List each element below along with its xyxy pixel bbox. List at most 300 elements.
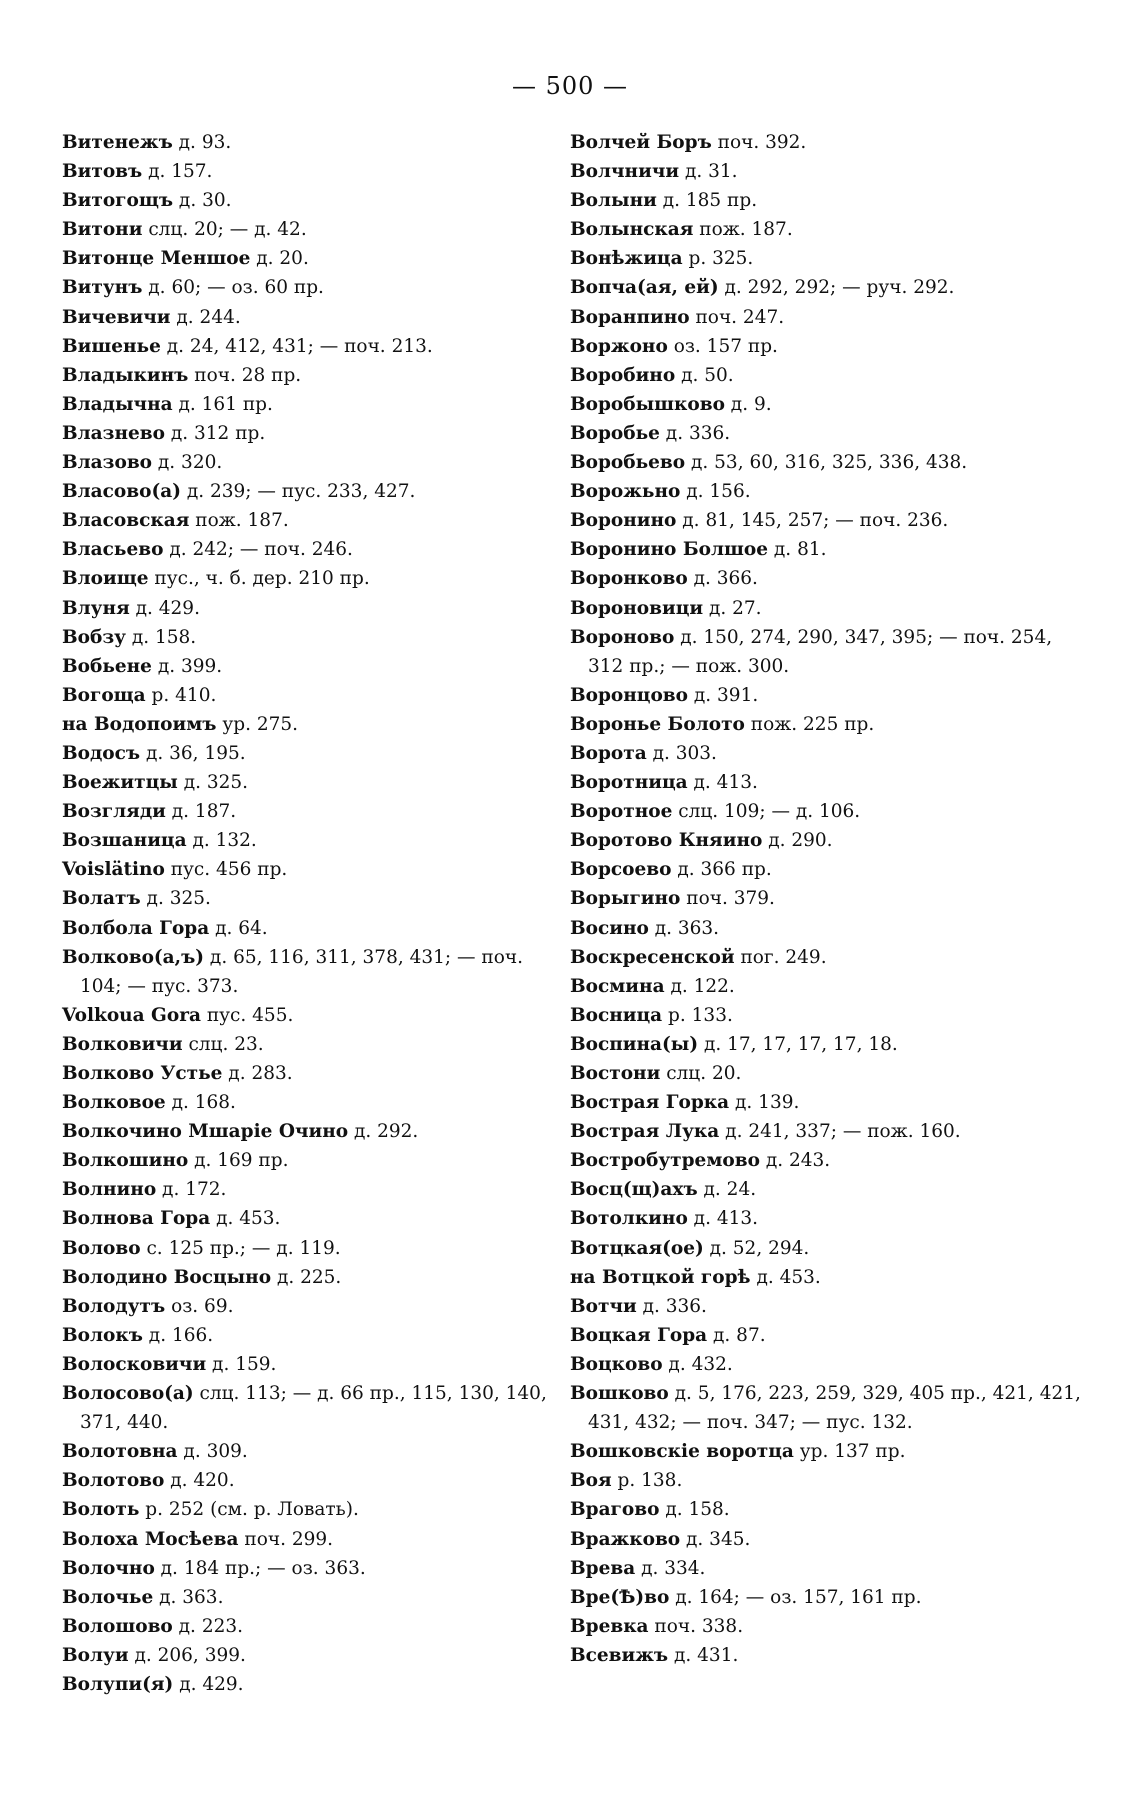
index-entry (570, 1234, 1090, 1263)
entry-references: д. 431. (668, 1644, 739, 1666)
entry-references: д. 241, 337; — пож. 160. (719, 1121, 961, 1143)
entry-headword: Ворсоево (570, 859, 672, 881)
index-entry (62, 855, 550, 884)
index-entry (62, 797, 550, 826)
entry-references: д. 292. (348, 1121, 419, 1143)
page-number: — 500 — (511, 72, 629, 100)
index-entry (62, 768, 550, 797)
entry-references: д. 413. (687, 1208, 759, 1230)
entry-references: д. 52, 294. (703, 1237, 810, 1259)
index-entry (62, 1350, 550, 1379)
entry-headword: Володино Восцыно (62, 1266, 272, 1288)
entry-headword: Волуи (62, 1644, 129, 1666)
index-entry (570, 419, 1090, 448)
entry-headword: Возшаница (62, 830, 187, 852)
entry-headword: Volkoua Gora (62, 1004, 201, 1026)
entry-headword: Власово(а) (62, 481, 181, 503)
entry-headword: Воробье (570, 422, 660, 444)
index-entry (62, 477, 550, 506)
entry-references: д. 336. (659, 422, 731, 444)
index-entry (570, 855, 1090, 884)
index-entry (570, 273, 1090, 302)
entry-references: д. 432. (662, 1353, 733, 1375)
entry-references: д. 309. (177, 1441, 248, 1463)
entry-headword: Воранпино (570, 306, 690, 328)
entry-headword: Волковое (62, 1092, 166, 1114)
entry-references: д. 366 пр. (671, 859, 772, 881)
entry-references: р. 252 (см. р. Ловать). (139, 1499, 359, 1521)
entry-references: д. 161 пр. (172, 393, 273, 415)
entry-references: д. 60; — оз. 60 пр. (142, 277, 324, 299)
index-entry (62, 128, 550, 157)
entry-headword: на Вотцкой горѣ (570, 1266, 751, 1288)
entry-references: д. 391. (688, 684, 759, 706)
index-entry (62, 914, 550, 943)
entry-references: д. 334. (635, 1557, 706, 1579)
entry-headword: Вревка (570, 1615, 649, 1637)
entry-headword: Воцково (570, 1353, 663, 1375)
index-entry (62, 419, 550, 448)
index-entry (570, 215, 1090, 244)
index-entry (570, 1554, 1090, 1583)
entry-references: р. 325. (682, 248, 754, 270)
entry-headword: Воронцово (570, 684, 688, 706)
index-entry (62, 186, 550, 215)
left-column (62, 128, 550, 1699)
entry-references: д. 184 пр.; — оз. 363. (154, 1557, 366, 1579)
index-entry (570, 1292, 1090, 1321)
entry-headword: Волотовна (62, 1441, 178, 1463)
entry-references: д. 139. (729, 1092, 800, 1114)
entry-headword: Воробьево (570, 452, 686, 474)
entry-references: д. 206, 399. (128, 1644, 246, 1666)
entry-headword: Влазнево (62, 422, 165, 444)
entry-references: д. 17, 17, 17, 17, 18. (698, 1033, 898, 1055)
entry-references: д. 50. (675, 364, 734, 386)
index-entry (570, 768, 1090, 797)
index-entry (62, 623, 550, 652)
entry-headword: Волосковичи (62, 1353, 207, 1375)
entry-references: д. 159. (206, 1353, 277, 1375)
entry-references: д. 223. (172, 1615, 244, 1637)
index-entry (62, 710, 550, 739)
entry-headword: Voislätino (62, 859, 165, 881)
index-entry (62, 1175, 550, 1204)
entry-headword: Волынская (570, 219, 694, 241)
entry-headword: Воротово Княино (570, 830, 763, 852)
entry-references: поч. 338. (648, 1615, 744, 1637)
index-entry (570, 1641, 1090, 1670)
entry-references: д. 312 пр. (164, 422, 266, 444)
index-entry (62, 1466, 550, 1495)
entry-references: пож. 187. (189, 510, 289, 532)
index-entry (62, 332, 550, 361)
index-entry (62, 1525, 550, 1554)
entry-headword: Витенежъ (62, 132, 173, 153)
entry-references: д. 320. (152, 452, 223, 474)
entry-headword: Вре(Ѣ)во (570, 1586, 670, 1608)
entry-references: ур. 137 пр. (793, 1441, 906, 1463)
index-entry (570, 1612, 1090, 1641)
entry-headword: Волыни (570, 190, 657, 212)
entry-headword: Воробышково (570, 393, 725, 415)
index-entry (570, 477, 1090, 506)
index-entry (570, 739, 1090, 768)
entry-references: д. 453. (210, 1208, 281, 1230)
index-entry (570, 943, 1090, 972)
entry-references: поч. 28 пр. (188, 364, 302, 386)
index-entry (570, 1583, 1090, 1612)
index-entry (62, 303, 550, 332)
index-entry (62, 652, 550, 681)
entry-references: пож. 225 пр. (744, 713, 875, 735)
entry-headword: Волкошино (62, 1150, 189, 1172)
entry-headword: Витони (62, 219, 143, 241)
entry-references: поч. 379. (680, 888, 775, 910)
index-entry (62, 739, 550, 768)
entry-headword: на Водопоимъ (62, 713, 217, 735)
entry-headword: Ворожьно (570, 481, 681, 503)
entry-headword: Владычна (62, 393, 173, 415)
entry-headword: Волочно (62, 1557, 155, 1579)
entry-headword: Волнино (62, 1179, 157, 1201)
index-entry (62, 1670, 550, 1699)
entry-references: д. 363. (153, 1586, 224, 1608)
index-entry (570, 1350, 1090, 1379)
entry-references: д. 64. (209, 917, 268, 939)
entry-headword: Влазово (62, 452, 153, 474)
entry-references: д. 132. (186, 830, 257, 852)
entry-headword: Восц(щ)ахъ (570, 1179, 698, 1201)
entry-headword: Вишенье (62, 335, 161, 357)
entry-references: д. 244. (170, 306, 241, 328)
entry-references: д. 172. (156, 1179, 227, 1201)
entry-headword: Воржоно (570, 335, 668, 357)
index-entry (570, 448, 1090, 477)
entry-references: д. 53, 60, 316, 325, 336, 438. (685, 452, 968, 474)
entry-references: д. 413. (687, 772, 758, 794)
index-entry (570, 1321, 1090, 1350)
entry-references: слц. 20. (660, 1063, 742, 1084)
entry-headword: Врева (570, 1557, 636, 1579)
entry-references: д. 93. (172, 132, 232, 153)
entry-headword: Власьево (62, 539, 164, 561)
entry-headword: Водосъ (62, 742, 141, 764)
index-entry (62, 884, 550, 913)
entry-references: поч. 299. (238, 1528, 334, 1550)
index-entry (570, 1379, 1090, 1437)
entry-references: д. 225. (271, 1266, 342, 1288)
index-entry (570, 303, 1090, 332)
entry-references: пож. 187. (693, 219, 793, 241)
entry-references: оз. 69. (165, 1295, 234, 1317)
entry-headword: Волоха Мосѣева (62, 1528, 239, 1550)
entry-headword: Вошковскіе воротца (570, 1441, 794, 1463)
index-entry (570, 826, 1090, 855)
index-entry (62, 681, 550, 710)
entry-headword: Володутъ (62, 1295, 166, 1317)
index-entry (62, 564, 550, 593)
entry-headword: Волосово(а) (62, 1383, 194, 1405)
entry-headword: Вогоща (62, 684, 146, 706)
entry-references: д. 9. (724, 393, 772, 415)
entry-references: д. 156. (680, 481, 751, 503)
index-entry (570, 1466, 1090, 1495)
entry-references: д. 158. (125, 626, 197, 648)
entry-headword: Ворыгино (570, 888, 681, 910)
entry-references: р. 410. (145, 684, 217, 706)
index-entry (570, 1030, 1090, 1059)
entry-references: пог. 249. (734, 946, 827, 968)
entry-references: д. 169 пр. (188, 1150, 289, 1172)
index-entry (570, 1204, 1090, 1233)
entry-headword: Воронино Болшое (570, 539, 769, 561)
entry-headword: Волчей Боръ (570, 132, 712, 153)
entry-headword: Вороново (570, 626, 675, 648)
entry-headword: Витогощъ (62, 190, 174, 212)
entry-headword: Волово (62, 1237, 141, 1259)
index-entry (570, 1263, 1090, 1292)
index-entry (62, 1554, 550, 1583)
entry-references: пус., ч. б. дер. 210 пр. (148, 568, 370, 590)
index-entry (62, 943, 550, 1001)
entry-references: д. 187. (165, 801, 237, 823)
right-column (570, 128, 1090, 1670)
index-entry (62, 1146, 550, 1175)
index-entry (570, 914, 1090, 943)
entry-headword: Вобзу (62, 626, 126, 648)
entry-headword: Волково Устье (62, 1063, 223, 1084)
index-entry (570, 186, 1090, 215)
index-entry (62, 1059, 550, 1088)
index-entry (62, 215, 550, 244)
index-entry (570, 594, 1090, 623)
entry-headword: Вотолкино (570, 1208, 688, 1230)
index-entry (62, 826, 550, 855)
index-entry (570, 535, 1090, 564)
index-entry (570, 710, 1090, 739)
index-entry (570, 884, 1090, 913)
entry-references: д. 122. (664, 975, 735, 997)
index-entry (570, 1001, 1090, 1030)
index-entry (570, 128, 1090, 157)
index-entry (570, 1495, 1090, 1524)
entry-headword: Вражково (570, 1528, 681, 1550)
index-entry (62, 1495, 550, 1524)
entry-headword: Волочье (62, 1586, 154, 1608)
entry-headword: Волбола Гора (62, 917, 210, 939)
entry-references: д. 345. (680, 1528, 751, 1550)
entry-references: д. 65, 116, 311, 378, 431; — поч. 104; — пус. 373. (80, 946, 523, 997)
index-entry (62, 1001, 550, 1030)
entry-references: д. 303. (646, 742, 717, 764)
index-entry (570, 972, 1090, 1001)
entry-headword: Власовская (62, 510, 190, 532)
entry-references: д. 24. (697, 1179, 757, 1201)
index-entry (570, 1117, 1090, 1146)
index-entry (570, 1175, 1090, 1204)
entry-references: пус. 455. (200, 1004, 294, 1026)
entry-references: д. 292, 292; — руч. 292. (718, 277, 955, 299)
entry-headword: Воронье Болото (570, 713, 745, 735)
entry-headword: Возгляди (62, 801, 166, 823)
entry-references: слц. 109; — д. 106. (672, 801, 861, 823)
index-entry (62, 594, 550, 623)
entry-references: д. 36, 195. (140, 742, 246, 764)
entry-headword: Волнова Гора (62, 1208, 211, 1230)
entry-headword: Вороновици (570, 597, 704, 619)
entry-headword: Воскресенской (570, 946, 735, 968)
entry-headword: Витовъ (62, 161, 143, 183)
index-entry (62, 1612, 550, 1641)
entry-references: д. 27. (703, 597, 762, 619)
entry-headword: Воротное (570, 801, 673, 823)
entry-headword: Воспина(ы) (570, 1033, 699, 1055)
entry-headword: Волоть (62, 1499, 140, 1521)
index-entry (62, 361, 550, 390)
entry-references: д. 290. (762, 830, 833, 852)
entry-headword: Волковичи (62, 1033, 183, 1055)
entry-references: д. 87. (707, 1324, 766, 1346)
entry-references: ур. 275. (216, 713, 299, 735)
index-entry (62, 1030, 550, 1059)
entry-references: д. 399. (151, 655, 223, 677)
entry-references: д. 242; — поч. 246. (163, 539, 353, 561)
entry-references: д. 81, 145, 257; — поч. 236. (676, 510, 949, 532)
index-entry (570, 332, 1090, 361)
entry-headword: Востробутремово (570, 1150, 760, 1172)
entry-references: д. 325. (140, 888, 211, 910)
index-entry (570, 564, 1090, 593)
entry-references: д. 158. (659, 1499, 730, 1521)
entry-references: д. 20. (250, 248, 309, 270)
entry-references: д. 363. (648, 917, 720, 939)
entry-references: д. 168. (165, 1092, 236, 1114)
entry-references: с. 125 пр.; — д. 119. (140, 1237, 341, 1259)
entry-references: пус. 456 пр. (164, 859, 288, 881)
entry-headword: Воя (570, 1470, 612, 1492)
entry-headword: Вичевичи (62, 306, 171, 328)
entry-headword: Вотцкая(ое) (570, 1237, 704, 1259)
index-entry (62, 1379, 550, 1437)
entry-references: слц. 23. (182, 1033, 264, 1055)
entry-references: д. 325. (177, 772, 249, 794)
entry-headword: Влоище (62, 568, 149, 590)
index-entry (62, 1263, 550, 1292)
entry-headword: Вострая Горка (570, 1092, 730, 1114)
entry-headword: Волотово (62, 1470, 165, 1492)
index-entry (570, 244, 1090, 273)
entry-headword: Волкочино Мшаріе Очино (62, 1121, 349, 1143)
entry-references: поч. 247. (689, 306, 785, 328)
entry-headword: Восино (570, 917, 649, 939)
entry-references: д. 453. (750, 1266, 821, 1288)
entry-references: р. 133. (662, 1004, 733, 1026)
index-entry (62, 1437, 550, 1466)
entry-headword: Восмина (570, 975, 665, 997)
entry-headword: Воронино (570, 510, 677, 532)
entry-headword: Воротница (570, 772, 688, 794)
entry-headword: Воцкая Гора (570, 1324, 708, 1346)
entry-headword: Вобьене (62, 655, 152, 677)
entry-headword: Вошково (570, 1383, 669, 1405)
entry-references: д. 283. (222, 1063, 293, 1084)
entry-references: д. 31. (679, 161, 738, 183)
entry-references: д. 336. (636, 1295, 707, 1317)
entry-references: д. 81. (768, 539, 827, 561)
entry-headword: Вонѣжица (570, 248, 683, 270)
index-entry (570, 1059, 1090, 1088)
entry-references: д. 157. (142, 161, 213, 183)
entry-headword: Вострая Лука (570, 1121, 720, 1143)
index-entry (62, 1234, 550, 1263)
entry-references: д. 366. (687, 568, 758, 590)
entry-references: слц. 20; — д. 42. (142, 219, 307, 241)
entry-references: р. 138. (611, 1470, 683, 1492)
index-entry (62, 506, 550, 535)
index-entry (570, 157, 1090, 186)
entry-headword: Воробино (570, 364, 676, 386)
entry-headword: Волошово (62, 1615, 173, 1637)
index-entry (62, 1292, 550, 1321)
index-entry (62, 1583, 550, 1612)
entry-headword: Волково(а,ъ) (62, 946, 205, 968)
entry-headword: Вопча(ая, ей) (570, 277, 719, 299)
entry-headword: Ворота (570, 742, 647, 764)
entry-headword: Витунъ (62, 277, 143, 299)
index-entry (62, 1641, 550, 1670)
entry-headword: Волокъ (62, 1324, 143, 1346)
index-entry (62, 244, 550, 273)
index-entry (62, 448, 550, 477)
entry-references: слц. 113; — д. 66 пр., 115, 130, 140, 371, 440. (80, 1383, 547, 1434)
entry-headword: Волчничи (570, 161, 680, 183)
entry-headword: Волатъ (62, 888, 141, 910)
entry-references: д. 164; — оз. 157, 161 пр. (669, 1586, 922, 1608)
entry-references: д. 243. (759, 1150, 831, 1172)
index-entry (62, 535, 550, 564)
index-entry (570, 623, 1090, 681)
index-entry (570, 1088, 1090, 1117)
entry-references: д. 429. (173, 1673, 244, 1695)
index-entry (62, 1321, 550, 1350)
entry-references: д. 150, 274, 290, 347, 395; — поч. 254, 312 пр.; — пож. 300. (588, 626, 1053, 677)
entry-headword: Востони (570, 1063, 661, 1084)
index-entry (62, 1117, 550, 1146)
entry-headword: Врагово (570, 1499, 660, 1521)
index-entry (62, 1088, 550, 1117)
entry-headword: Владыкинъ (62, 364, 189, 386)
index-entry (62, 157, 550, 186)
entry-headword: Вотчи (570, 1295, 637, 1317)
entry-references: д. 5, 176, 223, 259, 329, 405 пр., 421, 421, 431, 432; — поч. 347; — пус. 132. (588, 1383, 1081, 1434)
entry-headword: Влуня (62, 597, 130, 619)
index-entry (570, 1146, 1090, 1175)
index-entry (62, 1204, 550, 1233)
entry-references: д. 24, 412, 431; — поч. 213. (160, 335, 433, 357)
index-entry (62, 390, 550, 419)
entry-references: д. 166. (142, 1324, 214, 1346)
entry-headword: Воежитцы (62, 772, 178, 794)
index-entry (570, 797, 1090, 826)
index-entry (570, 1525, 1090, 1554)
index-entry (570, 506, 1090, 535)
entry-headword: Волупи(я) (62, 1673, 174, 1695)
entry-references: д. 239; — пус. 233, 427. (180, 481, 416, 503)
index-entry (570, 1437, 1090, 1466)
entry-references: д. 429. (129, 597, 200, 619)
entry-headword: Витонце Меншое (62, 248, 251, 270)
